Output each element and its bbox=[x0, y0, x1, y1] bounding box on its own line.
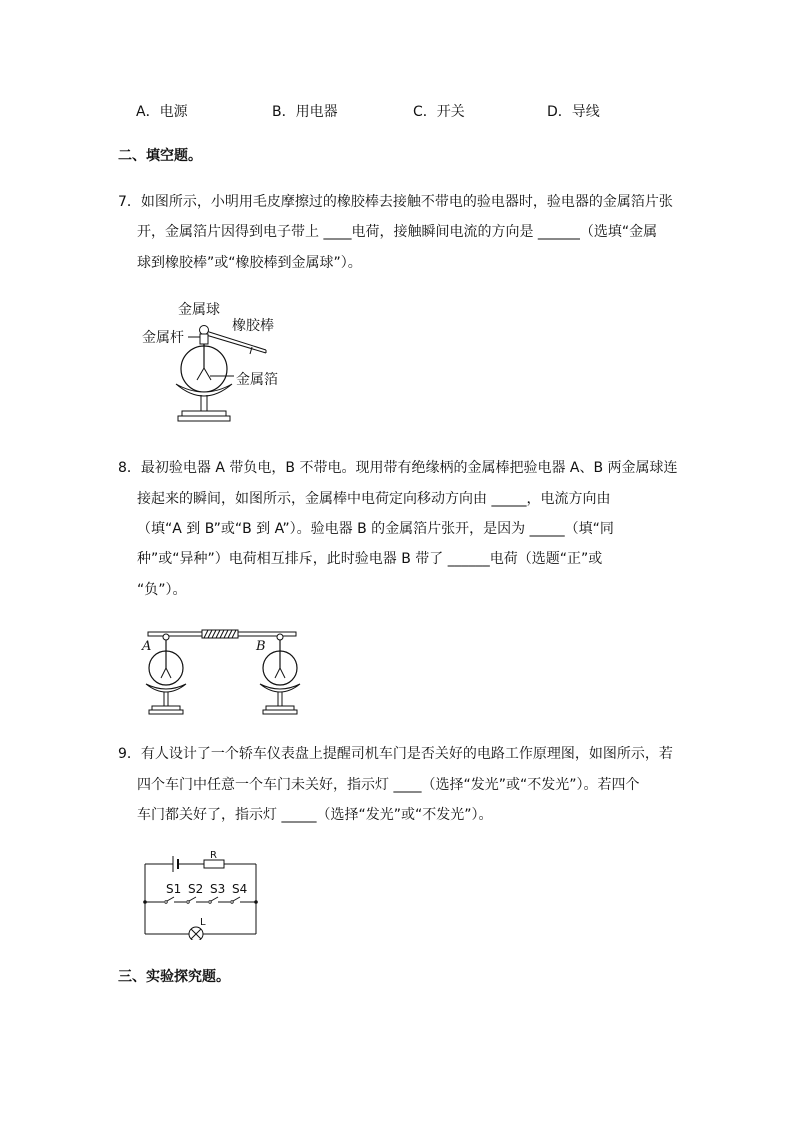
q9-line-3: 车门都关好了，指示灯 _____（选择“发光”或“不发光”）。 bbox=[137, 807, 493, 823]
q8-line-3: （填“A 到 B”或“B 到 A”）。验电器 B 的金属箔片张开，是因为 _____（填“同 bbox=[137, 521, 614, 537]
label-s1: S1 bbox=[166, 882, 182, 896]
electroscope-figure bbox=[138, 296, 288, 426]
q8-line-4: 种”或“异种”）电荷相互排斥，此时验电器 B 带了 ______电荷（选题“正”或 bbox=[137, 551, 603, 567]
label-s2: S2 bbox=[188, 882, 204, 896]
q9-line-2: 四个车门中任意一个车门未关好，指示灯 ____（选择“发光”或“不发光”）。若四个 bbox=[137, 777, 640, 793]
option-b: B．用电器 bbox=[272, 104, 338, 120]
q8-line-2: 接起来的瞬间，如图所示，金属棒中电荷定向移动方向由 _____，电流方向由 bbox=[137, 491, 611, 507]
q9-line-1: 9．有人设计了一个轿车仪表盘上提醒司机车门是否关好的电路工作原理图，如图所示，若 bbox=[118, 746, 673, 762]
q7-line-2: 开，金属箔片因得到电子带上 ____电荷，接触瞬间电流的方向是 ______（选填“金属 bbox=[137, 224, 658, 240]
label-rubber-rod: 橡胶棒 bbox=[232, 318, 274, 334]
label-s4: S4 bbox=[232, 882, 248, 896]
q7-line-3: 球到橡胶棒”或“橡胶棒到金属球”）。 bbox=[137, 255, 362, 271]
two-electroscopes-figure bbox=[138, 626, 308, 721]
label-metal-rod: 金属杆 bbox=[142, 330, 184, 346]
option-d: D．导线 bbox=[547, 104, 600, 120]
section-heading-experiment: 三、实验探究题。 bbox=[118, 969, 230, 985]
q7-line-1: 7．如图所示，小明用毛皮摩擦过的橡胶棒去接触不带电的验电器时，验电器的金属箔片张 bbox=[118, 194, 673, 210]
option-c: C．开关 bbox=[413, 104, 465, 120]
label-metal-foil: 金属箔 bbox=[236, 372, 278, 388]
label-s3: S3 bbox=[210, 882, 226, 896]
section-heading-fill-blank: 二、填空题。 bbox=[118, 148, 202, 164]
q8-line-5: “负”）。 bbox=[137, 582, 187, 598]
label-b: B bbox=[256, 639, 266, 654]
label-resistor: R bbox=[210, 850, 217, 861]
option-a: A．电源 bbox=[136, 104, 188, 120]
label-a: A bbox=[142, 639, 152, 654]
label-metal-ball: 金属球 bbox=[178, 302, 220, 318]
q8-line-1: 8．最初验电器 A 带负电，B 不带电。现用带有绝缘柄的金属棒把验电器 A、B 两金属球连 bbox=[118, 460, 678, 476]
car-door-circuit-figure bbox=[142, 848, 262, 940]
label-lamp: L bbox=[200, 917, 206, 928]
